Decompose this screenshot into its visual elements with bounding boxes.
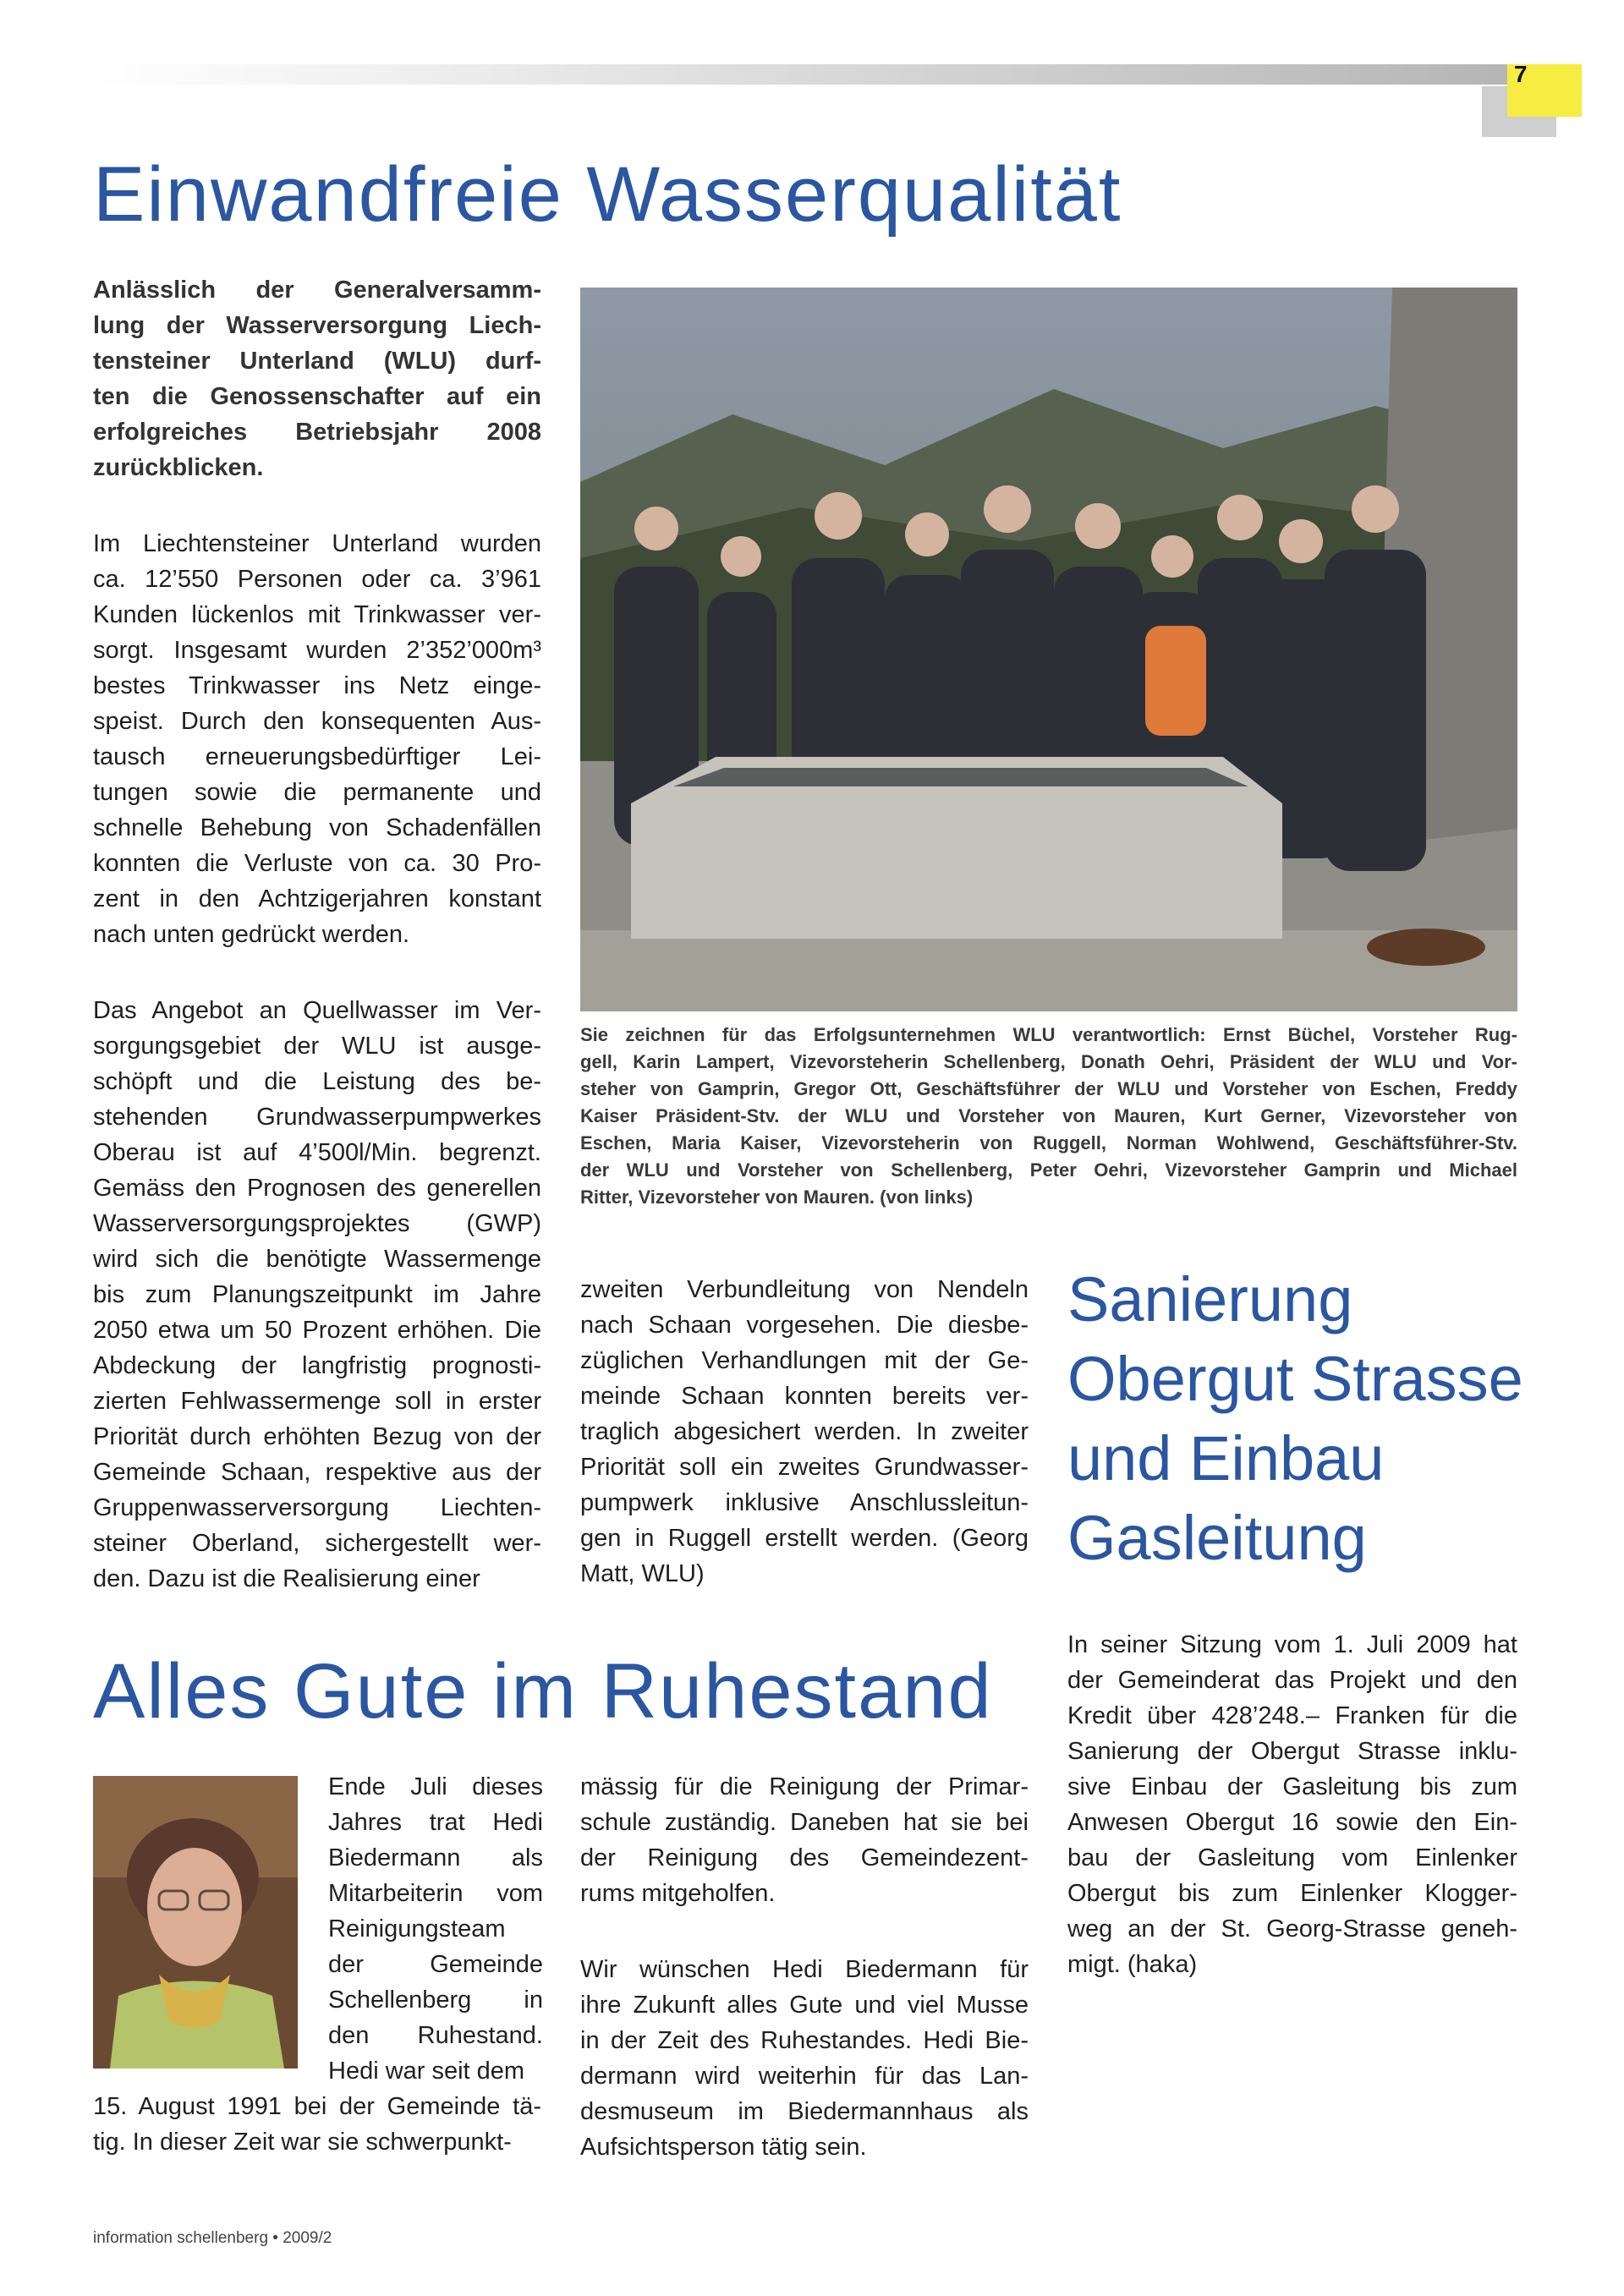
article1-column-1 [93,272,541,1597]
text-line: Jahres trat Hedi [328,1809,543,1836]
text-line: lung der Wasserversorgung Liech- [93,312,541,339]
text-line: Reinigungsteam [328,1915,506,1943]
text-line: ten die Genossenschafter auf ein [93,383,541,410]
text-line: zierten Fehlwassermenge soll in erster [93,1388,541,1415]
text-line: Kaiser Präsident-Stv. der WLU und Vorsteher von Mauren, Kurt Gerner, Vizevorsteher von [580,1105,1517,1126]
text-line: zweiten Verbundleitung von Nendeln [580,1276,1029,1303]
text-line: den. Dazu ist die Realisierung einer [93,1565,480,1592]
page-number: 7 [1514,61,1528,87]
article3-column-2 [580,1769,1029,2165]
text-line: Anwesen Obergut 16 sowie den Ein- [1067,1809,1517,1836]
text-line: Mitarbeiterin vom [328,1880,543,1907]
text-line: dermann wird weiterhin für das Lan- [580,2063,1029,2090]
page-footer: information schellenberg • 2009/2 [93,2229,332,2247]
text-line: in der Zeit des Ruhestandes. Hedi Bie- [580,2027,1029,2054]
text-line: Abdeckung der langfristig prognosti- [93,1352,541,1379]
text-line: züglichen Verhandlungen mit der Ge- [580,1347,1029,1374]
text-line: wird sich die benötigte Wassermenge [93,1246,541,1273]
article2-paragraph [1067,1627,1517,1982]
text-line: 2050 etwa um 50 Prozent erhöhen. Die [93,1317,541,1344]
text-line: bestes Trinkwasser ins Netz einge- [93,672,541,699]
text-line: pumpwerk inklusive Anschlussleitun- [580,1489,1029,1516]
text-line: bau der Gasleitung vom Einlenker [1067,1844,1517,1871]
article2-title-line: Sanierung [1067,1264,1353,1334]
text-line: der WLU und Vorsteher von Schellenberg, Peter Oehri, Vizevorsteher Gamprin und Michael [580,1159,1517,1181]
text-line: Gruppenwasserversorgung Liechten- [93,1494,541,1521]
article1-column-2-continued [580,1272,1029,1592]
article-title-wasserqualitaet: Einwandfreie Wasserqualität [93,151,1122,238]
text-line: desmuseum im Biedermannhaus als [580,2098,1029,2125]
text-line: Ritter, Vizevorsteher von Mauren. (von links) [580,1186,974,1208]
text-line: zurückblicken. [93,454,264,481]
text-line: tungen sowie die permanente und [93,779,541,806]
text-line: ca. 12’550 Personen oder ca. 3’961 [93,566,541,593]
text-line: Biedermann als [328,1844,543,1871]
text-line: nach Schaan vorgesehen. Die diesbe- [580,1312,1029,1339]
text-line: mässig für die Reinigung der Primar- [580,1773,1029,1800]
text-line: gen in Ruggell erstellt werden. (Georg [580,1525,1029,1552]
article2-title-line: Obergut Strasse [1067,1344,1523,1414]
text-line: Wasserversorgungsprojektes (GWP) [93,1210,541,1237]
text-line: weg an der St. Georg-Strasse geneh- [1067,1915,1517,1943]
text-line: Das Angebot an Quellwasser im Ver- [93,997,541,1024]
text-line: Hedi war seit dem [328,2058,525,2085]
text-line: den Ruhestand. [328,2022,543,2049]
article2-body [1067,1627,1517,1982]
text-line: schule zuständig. Daneben hat sie bei [580,1809,1029,1836]
text-line: Kunden lückenlos mit Trinkwasser ver- [93,601,541,628]
article1-paragraph-1 [93,526,541,952]
text-line: 15. August 1991 bei der Gemeinde tä- [93,2093,541,2120]
article1-paragraph-3 [580,1272,1029,1592]
text-line: traglich abgesichert werden. In zweiter [580,1418,1029,1445]
text-line: stehenden Grundwasserpumpwerkes [93,1104,541,1131]
text-line: Sie zeichnen für das Erfolgsunternehmen WLU verantwortlich: Ernst Büchel, Vorsteher Rug- [580,1024,1517,1045]
text-line: sorgt. Insgesamt wurden 2’352’000m³ [93,637,541,664]
text-line: meinde Schaan konnten bereits ver- [580,1383,1029,1410]
portrait-hedi-biedermann [93,1776,298,2069]
text-line: nach unten gedrückt werden. [93,921,410,948]
text-line: Schellenberg in [328,1986,543,2014]
group-photo [580,288,1517,1011]
text-line: Im Liechtensteiner Unterland wurden [93,530,541,557]
text-line: In seiner Sitzung vom 1. Juli 2009 hat [1067,1631,1517,1658]
text-line: schöpft und die Leistung des be- [93,1068,541,1095]
text-line: sorgungsgebiet der WLU ist ausge- [93,1033,541,1060]
text-line: tausch erneuerungsbedürftiger Lei- [93,743,541,770]
text-line: erfolgreiches Betriebsjahr 2008 [93,419,541,446]
text-line: der Reinigung des Gemeindezent- [580,1844,1029,1871]
text-line: rums mitgeholfen. [580,1880,776,1907]
text-line: Gemeinde Schaan, respektive aus der [93,1459,541,1486]
article3-paragraph-1-continued [93,2089,541,2160]
text-line: Oberau ist auf 4’500l/Min. begrenzt. [93,1139,541,1166]
article3-text-below-portrait [93,2089,541,2160]
text-line: sive Einbau der Gasleitung bis zum [1067,1773,1517,1800]
text-line: Kredit über 428’248.– Franken für die [1067,1702,1517,1729]
text-line: tig. In dieser Zeit war sie schwerpunkt- [93,2129,512,2156]
text-line: zent in den Achtzigerjahren konstant [93,885,541,912]
article2-title-line: und Einbau [1067,1423,1385,1493]
text-line: steher von Gamprin, Gregor Ott, Geschäftsführer der WLU und Vorsteher von Eschen, Freddy [580,1078,1517,1099]
text-line: Matt, WLU) [580,1560,705,1587]
text-line: steiner Oberland, sichergestellt wer- [93,1530,541,1557]
text-line: Wir wünschen Hedi Biedermann für [580,1956,1029,1983]
text-line: ihre Zukunft alles Gute und viel Musse [580,1992,1029,2019]
text-line: Gemäss den Prognosen des generellen [93,1175,541,1202]
article3-paragraph-2 [580,1952,1029,2165]
text-line: tensteiner Unterland (WLU) durf- [93,348,541,375]
text-line: Priorität durch erhöhten Bezug von der [93,1423,541,1450]
text-line: konnten die Verluste von ca. 30 Pro- [93,850,541,877]
article3-paragraph-1-start [328,1769,543,2089]
text-line: migt. (haka) [1067,1951,1198,1978]
text-line: Eschen, Maria Kaiser, Vizevorsteherin von Ruggell, Norman Wohlwend, Geschäftsführer-Stv. [580,1132,1517,1153]
text-line: Ende Juli dieses [328,1773,543,1800]
article2-title-line: Gasleitung [1067,1503,1367,1573]
text-line: bis zum Planungszeitpunkt im Jahre [93,1281,541,1308]
text-line: der Gemeinde [328,1951,543,1978]
text-line: speist. Durch den konsequenten Aus- [93,708,541,735]
article1-paragraph-2 [93,993,541,1597]
text-line: Obergut bis zum Einlenker Klogger- [1067,1880,1517,1907]
text-line: Anlässlich der Generalversamm- [93,277,541,304]
text-line: Sanierung der Obergut Strasse inklu- [1067,1738,1517,1765]
article3-paragraph-1-end [580,1769,1029,1911]
article1-lead [93,272,541,485]
article3-text-beside-portrait [328,1769,543,2089]
text-line: Priorität soll ein zweites Grundwasser- [580,1454,1029,1481]
text-line: Aufsichtsperson tätig sein. [580,2134,867,2161]
text-line: gell, Karin Lampert, Vizevorsteherin Schellenberg, Donath Oehri, Präsident der WLU und Vor- [580,1051,1517,1072]
text-line: schnelle Behebung von Schadenfällen [93,814,541,841]
article-title-sanierung [1067,1260,1523,1578]
article-title-ruhestand: Alles Gute im Ruhestand [93,1648,993,1734]
text-line: der Gemeinderat das Projekt und den [1067,1667,1517,1694]
header-gradient-bar [93,64,1582,85]
photo-caption [580,1022,1517,1211]
